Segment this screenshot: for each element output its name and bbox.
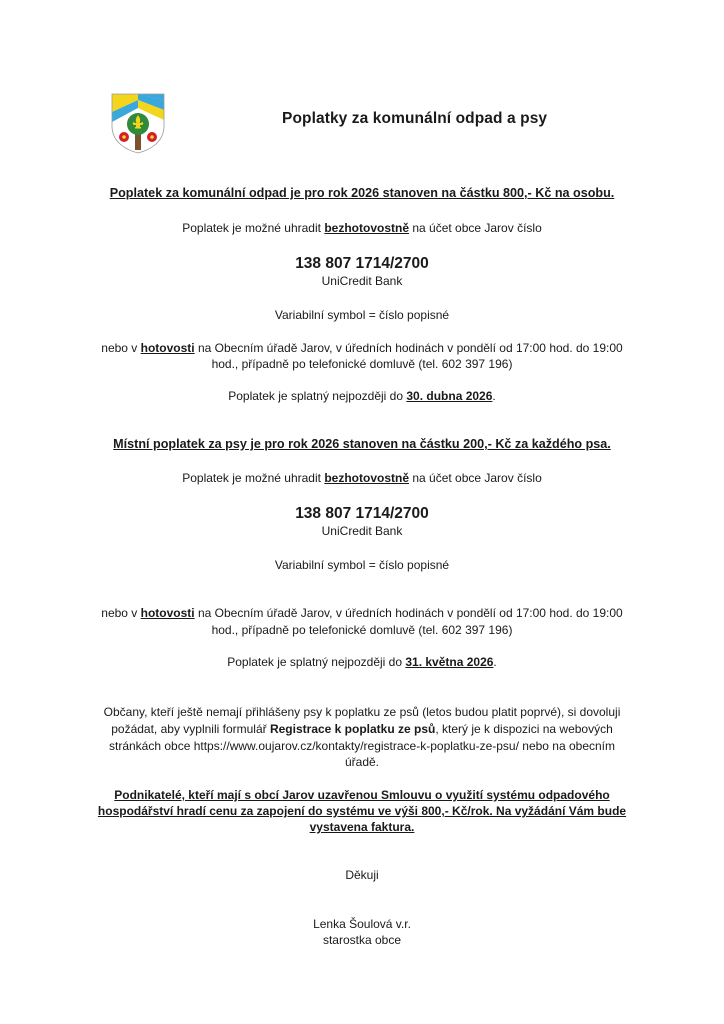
dog-fee-heading: Místní poplatek za psy je pro rok 2026 stanoven na částku 200,- Kč za každého psa.	[113, 437, 611, 451]
registration-form-name: Registrace k poplatku ze psů	[269, 722, 436, 736]
dog-payment-intro-pre: Poplatek je možné uhradit	[182, 471, 325, 485]
dog-payment-intro	[0, 470, 724, 486]
waste-fee-heading: Poplatek za komunální odpad je pro rok 2026 stanoven na částku 800,- Kč na osobu.	[109, 186, 615, 200]
business-note-line2: hospodářství hradí cenu za zapojení do systému ve výši 800,- Kč/rok. Na vyžádání Vám bude	[97, 804, 627, 818]
dog-payment-method-cash: hotovosti	[140, 606, 195, 620]
waste-payment-intro-post: na účet obce Jarov číslo	[409, 221, 542, 235]
waste-account-number: 138 807 1714/2700	[295, 255, 429, 272]
dog-cash-post: na Obecním úřadě Jarov, v úředních hodinách v pondělí od 17:00 hod. do 19:00	[194, 606, 623, 620]
dog-variable-symbol: Variabilní symbol = číslo popisné	[274, 558, 450, 572]
dog-due-post: .	[493, 655, 497, 669]
closing-thanks: Děkuji	[345, 868, 379, 882]
coat-of-arms-icon	[110, 92, 166, 154]
dog-bank-name: UniCredit Bank	[321, 524, 403, 538]
dog-due-date: 31. května 2026	[405, 655, 494, 669]
dog-due-line	[0, 654, 724, 670]
waste-due-pre: Poplatek je splatný nejpozději do	[228, 389, 407, 403]
dog-payment-intro-post: na účet obce Jarov číslo	[409, 471, 542, 485]
waste-cash-post: na Obecním úřadě Jarov, v úředních hodinách v pondělí od 17:00 hod. do 19:00	[194, 341, 623, 355]
waste-due-post: .	[492, 389, 496, 403]
waste-payment-intro-pre: Poplatek je možné uhradit	[182, 221, 325, 235]
waste-cash-line1	[0, 340, 724, 356]
waste-payment-method-cash: hotovosti	[140, 341, 195, 355]
dog-due-pre: Poplatek je splatný nejpozději do	[227, 655, 406, 669]
dog-account-number: 138 807 1714/2700	[295, 505, 429, 522]
waste-cash-line2: hod., případně po telefonické domluvě (tel. 602 397 196)	[211, 357, 513, 371]
waste-due-date: 30. dubna 2026	[406, 389, 493, 403]
dog-cash-line2: hod., případně po telefonické domluvě (tel. 602 397 196)	[211, 623, 513, 637]
dog-payment-method-cashless: bezhotovostně	[324, 471, 409, 485]
business-note-line1: Podnikatelé, kteří mají s obcí Jarov uzavřenou Smlouvu o využití systému odpadového	[114, 788, 610, 802]
waste-cash-pre: nebo v	[101, 341, 141, 355]
registration-note-post: , který je k dispozici na webových	[435, 722, 613, 736]
waste-payment-intro	[0, 220, 724, 236]
waste-bank-name: UniCredit Bank	[321, 274, 403, 288]
dog-cash-line1	[0, 605, 724, 621]
waste-variable-symbol: Variabilní symbol = číslo popisné	[274, 308, 450, 322]
signature-role: starostka obce	[322, 933, 402, 947]
business-note-line3: vystavena faktura.	[309, 820, 415, 834]
registration-note-pre: požádat, aby vyplnili formulář	[111, 722, 270, 736]
page-title: Poplatky za komunální odpad a psy	[282, 110, 548, 127]
signature-name: Lenka Šoulová v.r.	[313, 917, 411, 931]
registration-note-line2	[0, 721, 724, 737]
registration-note-line1: Občany, kteří ještě nemají přihlášeny psy k poplatku ze psů (letos budou platit poprvé), si dovoluji	[103, 705, 621, 719]
waste-payment-method-cashless: bezhotovostně	[324, 221, 409, 235]
registration-note-line4: úřadě.	[344, 755, 380, 769]
registration-note-line3: stránkách obce https://www.oujarov.cz/kontakty/registrace-k-poplatku-ze-psu/ nebo na obecním	[108, 739, 616, 753]
waste-due-line	[0, 388, 724, 404]
dog-cash-pre: nebo v	[101, 606, 141, 620]
